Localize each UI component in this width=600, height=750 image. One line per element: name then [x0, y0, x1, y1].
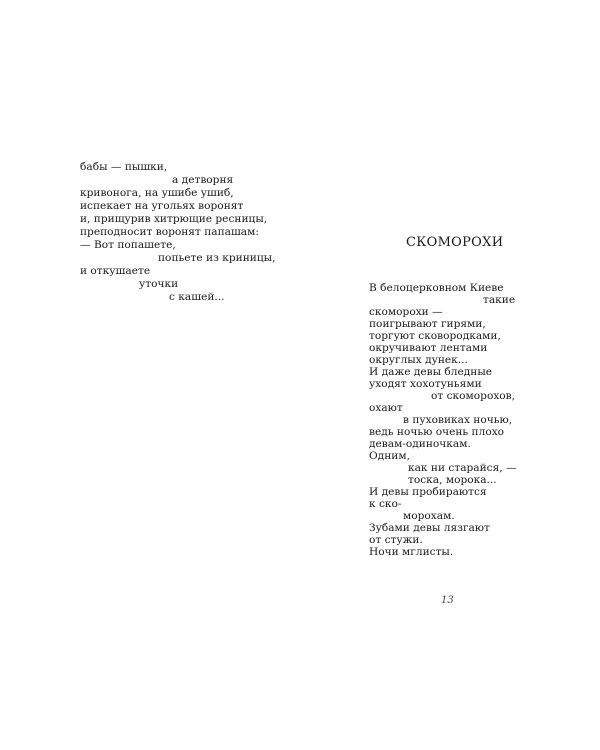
poem-line: поигрывают гирями, [369, 318, 486, 330]
poem-line: от скоморохов, [431, 390, 515, 402]
poem-line: в пуховиках ночью, [403, 414, 513, 426]
poem-line: кривонога, на ушибе ушиб, [80, 187, 234, 199]
poem-line: к ско- [369, 498, 402, 510]
poem-line: а детворня [172, 174, 234, 186]
poem-line: окручивают лентами [369, 342, 488, 354]
poem-line: И даже девы бледные [369, 366, 493, 378]
poem-line: Ночи мглисты. [369, 546, 454, 558]
poem-line: девам-одиночкам. [369, 438, 471, 450]
poem-line: округлых дунек... [369, 354, 468, 366]
poem-line: тоска, морока... [408, 474, 497, 486]
poem-line: — Вот попашете, [80, 239, 176, 251]
poem-line: бабы — пышки, [80, 161, 168, 173]
poem-line: охают [369, 402, 403, 414]
poem-line: и, прищурив хитрющие ресницы, [80, 213, 268, 225]
poem-line: испекает на угольях воронят [80, 200, 244, 212]
poem-line: уточки [139, 278, 179, 290]
poem-line: В белоцерковном Киеве [369, 282, 504, 294]
poem-title: СКОМОРОХИ [406, 235, 504, 250]
page-number: 13 [441, 595, 454, 606]
poem-line: преподносит воронят папашам: [80, 226, 259, 238]
poem-line: с кашей... [169, 291, 225, 303]
poem-line: попьете из криницы, [158, 252, 276, 264]
poem-line: Зубами девы лязгают [369, 522, 490, 534]
poem-line: такие [483, 294, 516, 306]
poem-line: И девы пробираются [369, 486, 487, 498]
poem-line: Одним, [369, 450, 410, 462]
poem-line: ведь ночью очень плохо [369, 426, 505, 438]
poem-line: как ни старайся, — [408, 462, 517, 474]
poem-line: и откушаете [80, 265, 151, 277]
poem-line: торгуют сковородками, [369, 330, 501, 342]
poem-line: скоморохи — [369, 306, 443, 318]
poem-line: уходят хохотуньями [369, 378, 482, 390]
poem-line: от стужи. [369, 534, 423, 546]
poem-line: морохам. [403, 510, 455, 522]
